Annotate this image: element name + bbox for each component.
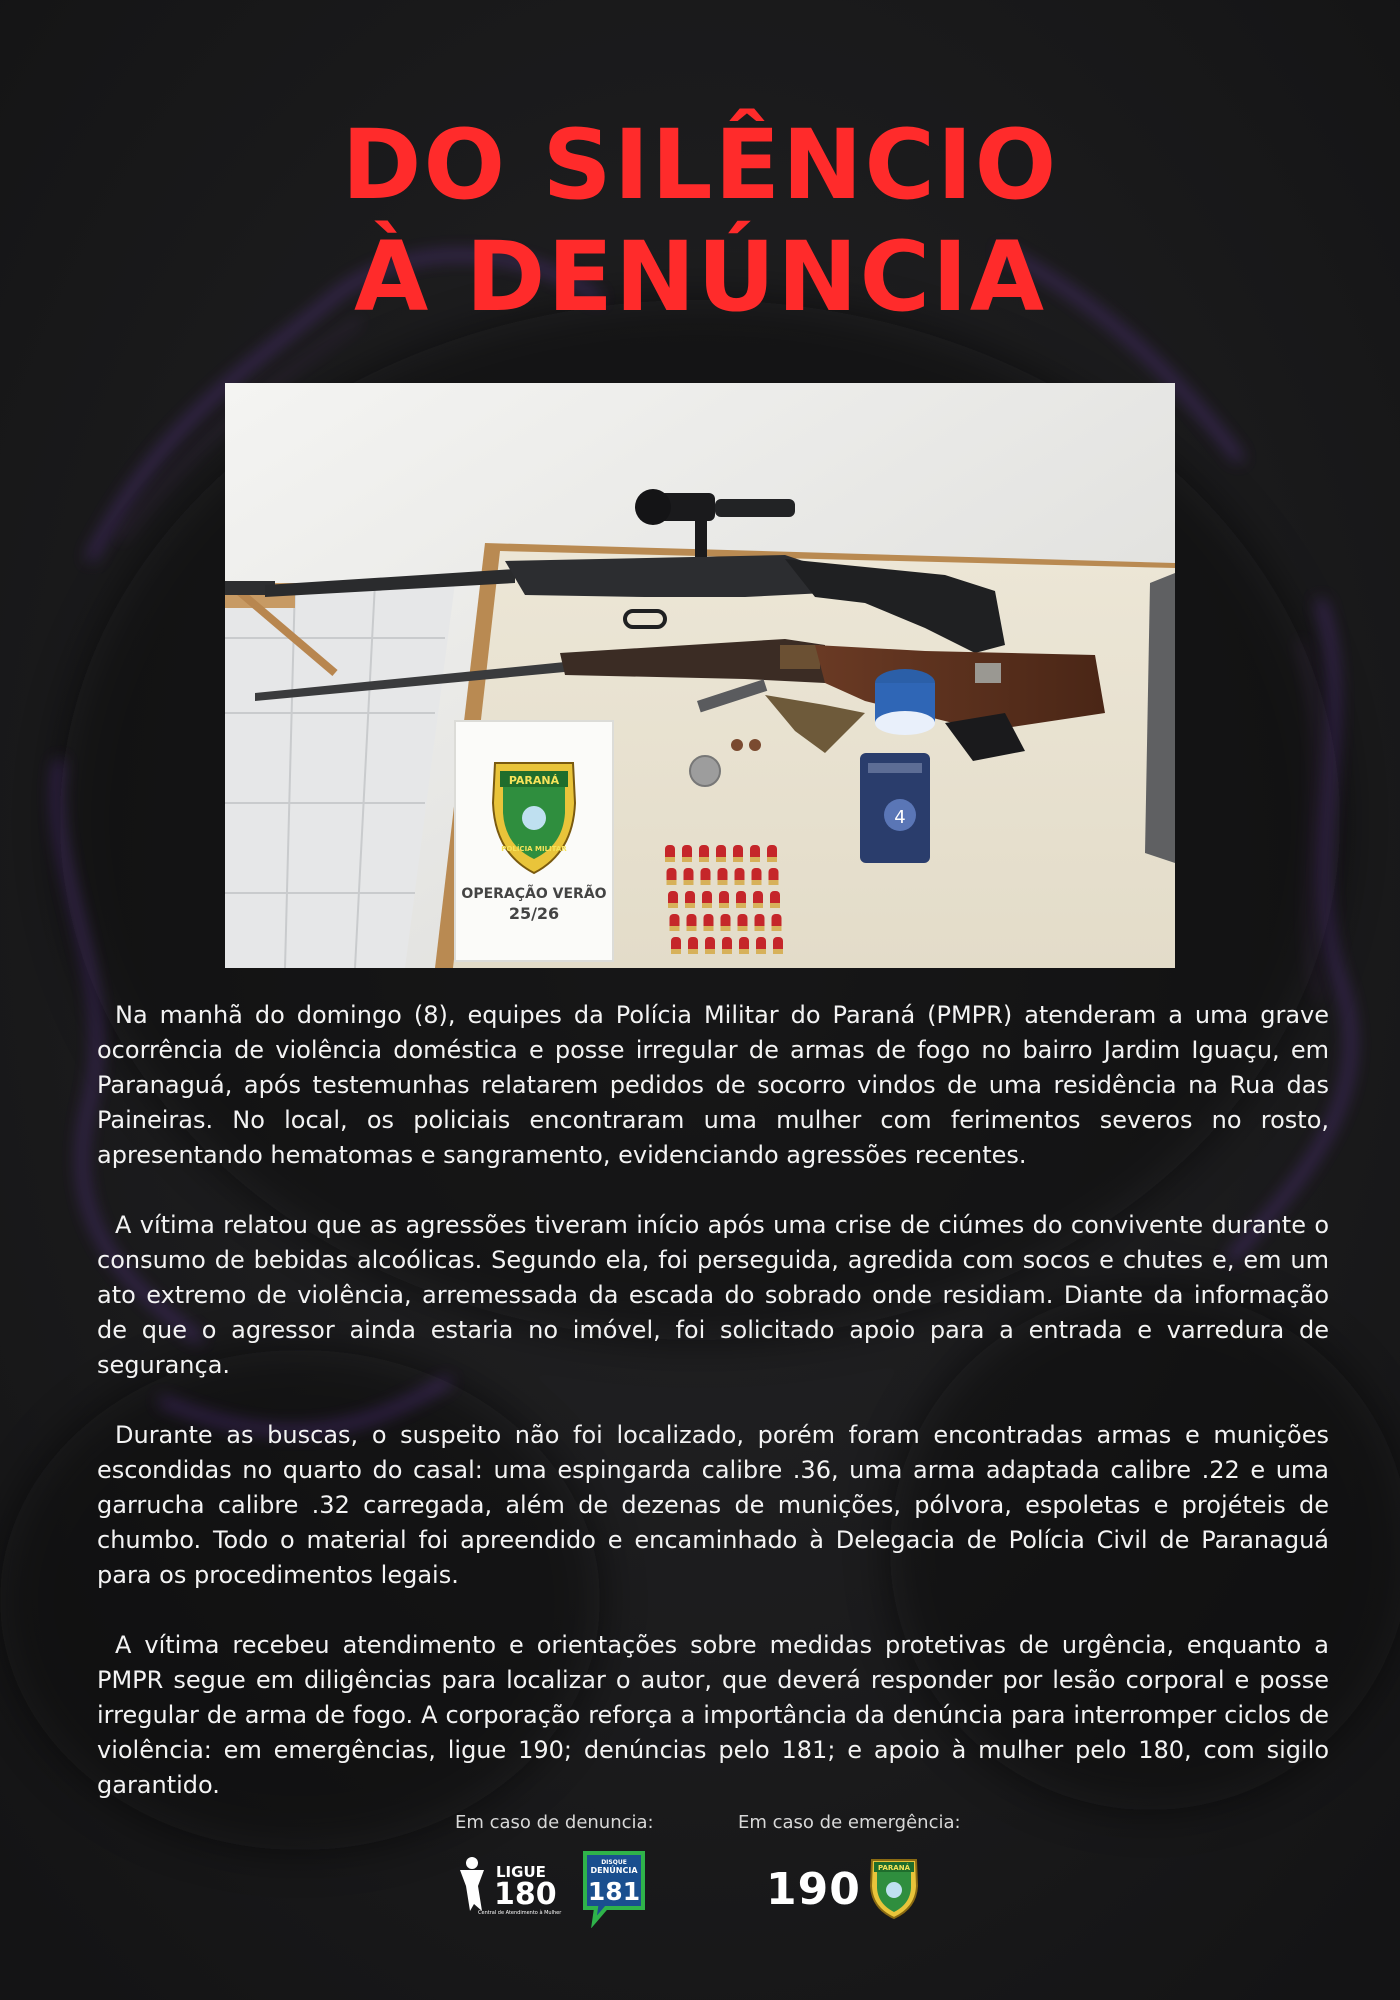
cartridge-base bbox=[668, 903, 678, 908]
ligue-caption: Central de Atendimento à Mulher bbox=[478, 1910, 562, 1916]
cartridge-base bbox=[705, 949, 715, 954]
sign-line-2: 25/26 bbox=[508, 904, 560, 923]
ligue-number: 180 bbox=[494, 1877, 557, 1912]
cartridge-base bbox=[685, 903, 695, 908]
article-paragraph: A vítima recebeu atendimento e orientações sobre medidas protetivas de urgência, enquanto a PMPR segue em diligências para localizar o autor, que deverá responder por lesão corporal e posse irregular de arma de fogo. A corporação reforça a importância da denúncia para interromper ciclos de violência: em emergências, ligue 190; denúncias pelo 181; e apoio à mulher pelo 180, com sigilo garantido. bbox=[97, 1631, 1329, 1799]
cartridge-base bbox=[736, 903, 746, 908]
ligue-word: LIGUE bbox=[496, 1863, 546, 1881]
cartridge-base bbox=[721, 926, 731, 931]
cartridge-base bbox=[665, 857, 675, 862]
cartridge-base bbox=[704, 926, 714, 931]
cartridge-base bbox=[716, 857, 726, 862]
badge-top-text: PARANÁ bbox=[508, 774, 560, 787]
cartridge-base bbox=[671, 949, 681, 954]
cartridge-base bbox=[752, 880, 762, 885]
cartridge-base bbox=[702, 903, 712, 908]
ligue-180-logo[interactable] bbox=[456, 1856, 566, 1916]
cartridge-base bbox=[772, 926, 782, 931]
denuncia-word: DENÚNCIA bbox=[590, 1866, 638, 1875]
shield-word: PARANÁ bbox=[878, 1864, 910, 1872]
cartridge-base bbox=[750, 857, 760, 862]
cartridge-base bbox=[718, 880, 728, 885]
pouch-number: 4 bbox=[894, 807, 906, 828]
headline-line-2: À DENÚNCIA bbox=[353, 221, 1047, 333]
headline-line-1: DO SILÊNCIO bbox=[341, 109, 1059, 221]
cartridge-base bbox=[684, 880, 694, 885]
cartridge-base bbox=[682, 857, 692, 862]
disque-denuncia-181-logo[interactable] bbox=[582, 1850, 646, 1928]
pmpr-shield-icon bbox=[868, 1852, 920, 1920]
cartridge-base bbox=[667, 880, 677, 885]
cartridge-base bbox=[687, 926, 697, 931]
cartridge-base bbox=[739, 949, 749, 954]
footer-label-report: Em caso de denuncia: bbox=[455, 1812, 654, 1833]
cartridge-base bbox=[670, 926, 680, 931]
cartridge-base bbox=[719, 903, 729, 908]
cartridge-base bbox=[722, 949, 732, 954]
cartridge-base bbox=[770, 903, 780, 908]
cartridge-base bbox=[755, 926, 765, 931]
sign-line-1: OPERAÇÃO VERÃO bbox=[461, 886, 607, 902]
article-body bbox=[97, 998, 1329, 1838]
cartridge-base bbox=[699, 857, 709, 862]
cartridge-base bbox=[688, 949, 698, 954]
cartridge-base bbox=[733, 857, 743, 862]
emergency-190-number[interactable]: 190 bbox=[766, 1864, 861, 1915]
article-paragraph: Na manhã do domingo (8), equipes da Polícia Militar do Paraná (PMPR) atenderam a uma grave ocorrência de violência doméstica e posse irregular de armas de fogo no bairro Jardim Iguaçu, em Paranaguá, após testemunhas relatarem pedidos de socorro vindos de uma residência na Rua das Paineiras. No local, os policiais encontraram uma mulher com ferimentos severos no rosto, apresentando hematomas e sangramento, evidenciando agressões recentes. bbox=[97, 1001, 1329, 1169]
disque-number: 181 bbox=[587, 1877, 641, 1906]
disque-word: DISQUE bbox=[601, 1859, 627, 1866]
footer-label-emergency: Em caso de emergência: bbox=[738, 1812, 961, 1833]
article-paragraph: Durante as buscas, o suspeito não foi localizado, porém foram encontradas armas e munições escondidas no quarto do casal: uma espingarda calibre .36, uma arma adaptada calibre .22 e uma garrucha calibre .32 carregada, além de dezenas de munições, pólvora, espoletas e projéteis de chumbo. Todo o material foi apreendido e encaminhado à Delegacia de Polícia Civil de Paranaguá para os procedimentos legais. bbox=[97, 1421, 1329, 1589]
article-paragraph: A vítima relatou que as agressões tiveram início após uma crise de ciúmes do convivente durante o consumo de bebidas alcoólicas. Segundo ela, foi perseguida, agredida com socos e chutes e, em um ato extremo de violência, arremessada da escada do sobrado onde residiam. Diante da informação de que o agressor ainda estaria no imóvel, foi solicitado apoio para a entrada e varredura de segurança. bbox=[97, 1211, 1329, 1379]
cartridge-base bbox=[773, 949, 783, 954]
cartridge-base bbox=[701, 880, 711, 885]
cartridge-base bbox=[756, 949, 766, 954]
cartridge-base bbox=[767, 857, 777, 862]
woman-figure-icon bbox=[460, 1857, 484, 1911]
cartridge-base bbox=[735, 880, 745, 885]
cartridge-base bbox=[769, 880, 779, 885]
badge-bottom-text: POLÍCIA MILITAR bbox=[501, 845, 567, 853]
seized-weapons-photo bbox=[225, 383, 1175, 968]
cartridge-base bbox=[753, 903, 763, 908]
cartridge-base bbox=[738, 926, 748, 931]
